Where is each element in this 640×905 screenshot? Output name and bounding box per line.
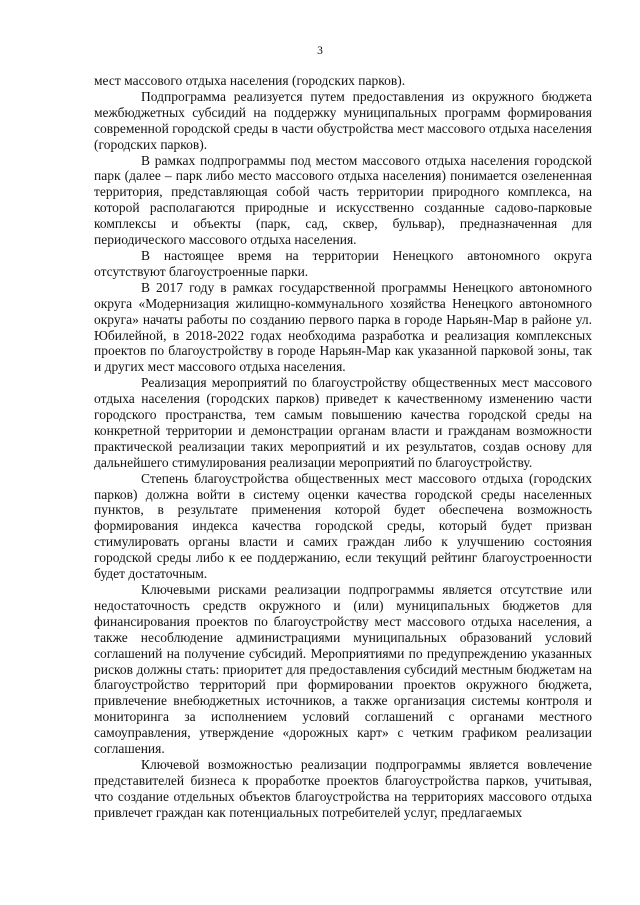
paragraph: Подпрограмма реализуется путем предоставления из окружного бюджета межбюджетных субсидий на поддержку муниципальных программ формирования современной городской среды в части обустройства мест массового отдыха населения (городских парков). [94, 88, 592, 152]
paragraph: Степень благоустройства общественных мест массового отдыха (городских парков) должна войти в систему оценки качества городской среды населенных пунктов, в результате применения которой будет обеспечена возможность формирования индекса качества городской среды, который будет призван стимулировать органы власти и самих граждан либо к улучшению состояния городской среды либо к ее поддержанию, если текущий рейтинг благоустроенности будет достаточным. [94, 470, 592, 582]
paragraph: В рамках подпрограммы под местом массового отдыха населения городской парк (далее – парк либо место массового отдыха населения) понимается озелененная территория, представляющая собой часть территории природного комплекса, на которой располагаются природные и искусственно созданные садово-парковые комплексы и объекты (парк, сад, сквер, бульвар), предназначенная для периодического массового отдыха населения. [94, 152, 592, 248]
paragraph: В 2017 году в рамках государственной программы Ненецкого автономного округа «Модернизация жилищно-коммунального хозяйства Ненецкого автономного округа» начаты работы по созданию первого парка в городе Нарьян-Мар в районе ул. Юбилейной, в 2018-2022 годах необходима разработка и реализация комплексных проектов по благоустройству в городе Нарьян-Мар как указанной парковой зоны, так и других мест массового отдыха населения. [94, 279, 592, 375]
paragraph: Реализация мероприятий по благоустройству общественных мест массового отдыха населения (городских парков) приведет к качественному изменению части городского пространства, тем самым повышению качества городской среды на конкретной территории и демонстрации органам власти и гражданам возможности практической реализации таких мероприятий и их результатов, создав основу для дальнейшего стимулирования реализации мероприятий по благоустройству. [94, 375, 592, 470]
paragraph: Ключевой возможностью реализации подпрограммы является вовлечение представителей бизнеса к проработке проектов благоустройства парков, учитывая, что создание отдельных объектов благоустройства на территориях массового отдыха привлечет граждан как потенциальных потребителей услуг, предлагаемых [94, 756, 592, 820]
page-number: 3 [317, 45, 323, 57]
document-body [94, 73, 592, 821]
paragraph-continuation: мест массового отдыха населения (городских парков). [94, 73, 406, 88]
paragraph: В настоящее время на территории Ненецкого автономного округа отсутствуют благоустроенные парки. [94, 247, 592, 279]
paragraph: Ключевыми рисками реализации подпрограммы является отсутствие или недостаточность средств окружного и (или) муниципальных бюджетов для финансирования проектов по благоустройству мест массового отдыха населения, а также несоблюдение администрациями муниципальных образований условий соглашений на получение субсидий. Мероприятиями по предупреждению указанных рисков должны стать: приоритет для предоставления субсидий местным бюджетам на благоустройство территорий при формировании проектов окружного бюджета, привлечение внебюджетных источников, а также организация системы контроля и мониторинга за исполнением условий соглашений с органами местного самоуправления, утверждение «дорожных карт» с четким графиком реализации соглашения. [94, 582, 592, 757]
